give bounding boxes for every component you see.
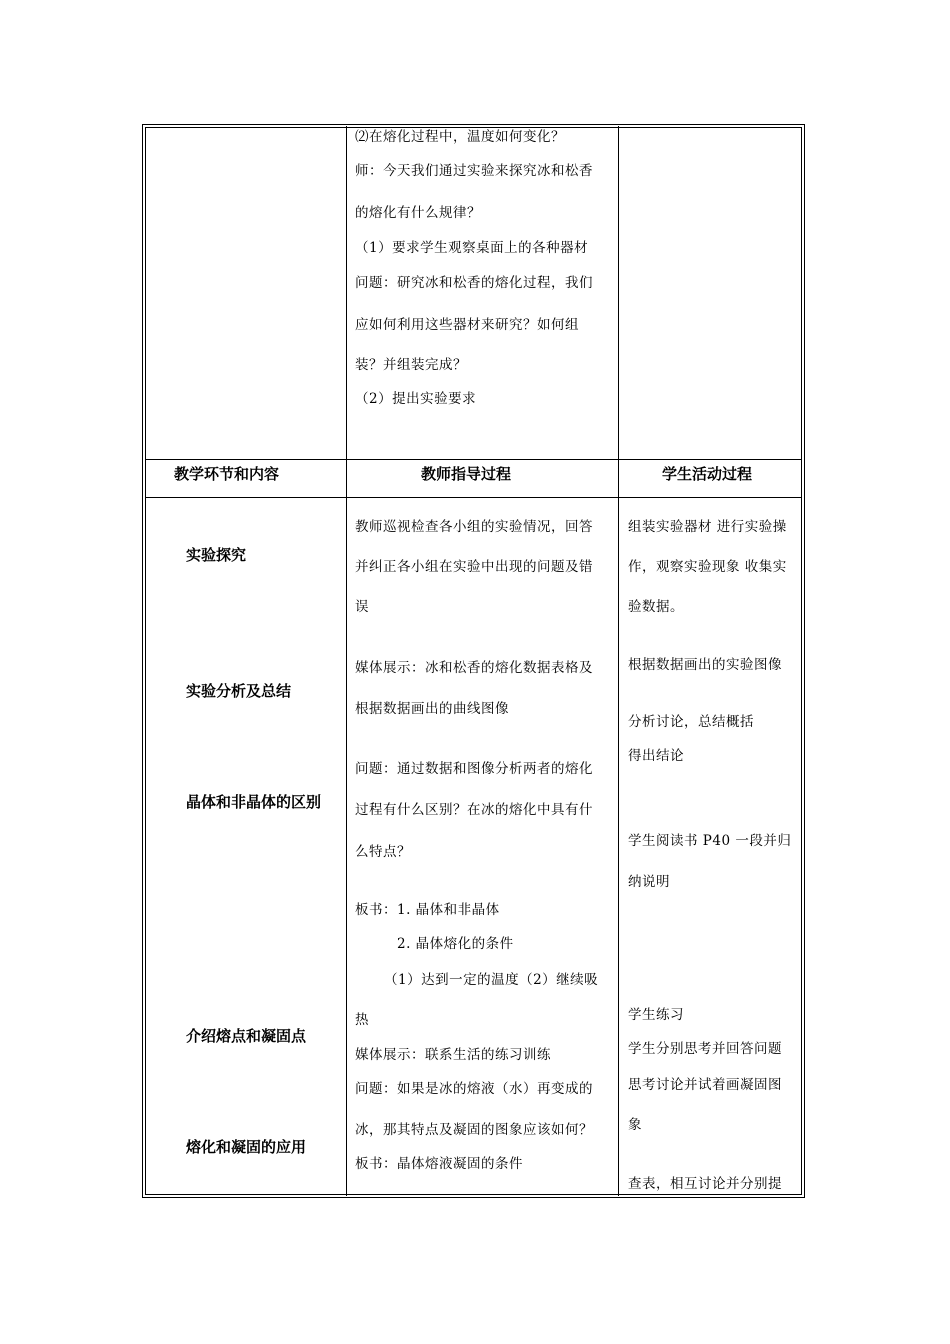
teacher-line: 教师巡视检查各小组的实验情况，回答 bbox=[355, 519, 593, 535]
header-student-activity: 学生活动过程 bbox=[662, 465, 753, 483]
column-divider-1 bbox=[346, 126, 347, 1196]
teacher-line: 并纠正各小组在实验中出现的问题及错 bbox=[355, 559, 593, 575]
student-line: 学生阅读书 P40 一段并归 bbox=[628, 833, 792, 849]
student-line: 作，观察实验现象 收集实 bbox=[628, 559, 787, 575]
teacher-line: 热 bbox=[355, 1012, 369, 1028]
teacher-line: 媒体展示：冰和松香的熔化数据表格及 bbox=[355, 660, 593, 676]
student-line: 学生分别思考并回答问题 bbox=[628, 1041, 782, 1057]
student-line: 学生练习 bbox=[628, 1007, 684, 1023]
student-line: 纳说明 bbox=[628, 874, 670, 890]
header-teacher-guidance: 教师指导过程 bbox=[421, 465, 512, 483]
teacher-line: 么特点？ bbox=[355, 844, 411, 860]
teacher-line: 媒体展示：联系生活的练习训练 bbox=[355, 1047, 551, 1063]
student-line: 象 bbox=[628, 1117, 642, 1133]
student-line: 分析讨论，总结概括 bbox=[628, 714, 754, 730]
student-line: 得出结论 bbox=[628, 748, 684, 764]
section-melting-freezing-point: 介绍熔点和凝固点 bbox=[186, 1027, 307, 1045]
row-divider-top bbox=[145, 459, 802, 460]
top-line: 装？并组装完成？ bbox=[355, 357, 467, 373]
row-divider-header bbox=[145, 497, 802, 498]
teacher-line: 根据数据画出的曲线图像 bbox=[355, 701, 509, 717]
teacher-line: 2. 晶体熔化的条件 bbox=[397, 936, 514, 952]
teacher-line: （1）达到一定的温度（2）继续吸 bbox=[384, 972, 599, 988]
header-teaching-stage: 教学环节和内容 bbox=[174, 465, 280, 483]
student-line: 验数据。 bbox=[628, 599, 684, 615]
top-line: （2）提出实验要求 bbox=[355, 391, 477, 407]
teacher-line: 冰，那其特点及凝固的图象应该如何？ bbox=[355, 1122, 593, 1138]
top-line: 应如何利用这些器材来研究？如何组 bbox=[355, 317, 579, 333]
student-line: 思考讨论并试着画凝固图 bbox=[628, 1077, 782, 1093]
top-line: （1）要求学生观察桌面上的各种器材 bbox=[355, 240, 589, 256]
section-applications: 熔化和凝固的应用 bbox=[186, 1138, 307, 1156]
section-experiment-analysis: 实验分析及总结 bbox=[186, 682, 292, 700]
student-line: 组装实验器材 进行实验操 bbox=[628, 519, 787, 535]
top-line: 问题：研究冰和松香的熔化过程，我们 bbox=[355, 275, 593, 291]
top-line: ⑵在熔化过程中，温度如何变化？ bbox=[355, 129, 565, 145]
teacher-line: 问题：通过数据和图像分析两者的熔化 bbox=[355, 761, 593, 777]
column-divider-2 bbox=[618, 126, 619, 1196]
teacher-line: 过程有什么区别？在冰的熔化中具有什 bbox=[355, 802, 593, 818]
teacher-line: 问题：如果是冰的熔液（水）再变成的 bbox=[355, 1081, 593, 1097]
teacher-line: 板书：1. 晶体和非晶体 bbox=[355, 902, 500, 918]
top-line: 的熔化有什么规律？ bbox=[355, 205, 481, 221]
section-crystal-difference: 晶体和非晶体的区别 bbox=[186, 793, 322, 811]
teacher-line: 误 bbox=[355, 599, 369, 615]
section-experiment-inquiry: 实验探究 bbox=[186, 546, 247, 564]
student-line: 查表，相互讨论并分别提 bbox=[628, 1176, 782, 1192]
top-line: 师：今天我们通过实验来探究冰和松香 bbox=[355, 163, 593, 179]
teacher-line: 板书：晶体熔液凝固的条件 bbox=[355, 1156, 523, 1172]
student-line: 根据数据画出的实验图像 bbox=[628, 657, 782, 673]
